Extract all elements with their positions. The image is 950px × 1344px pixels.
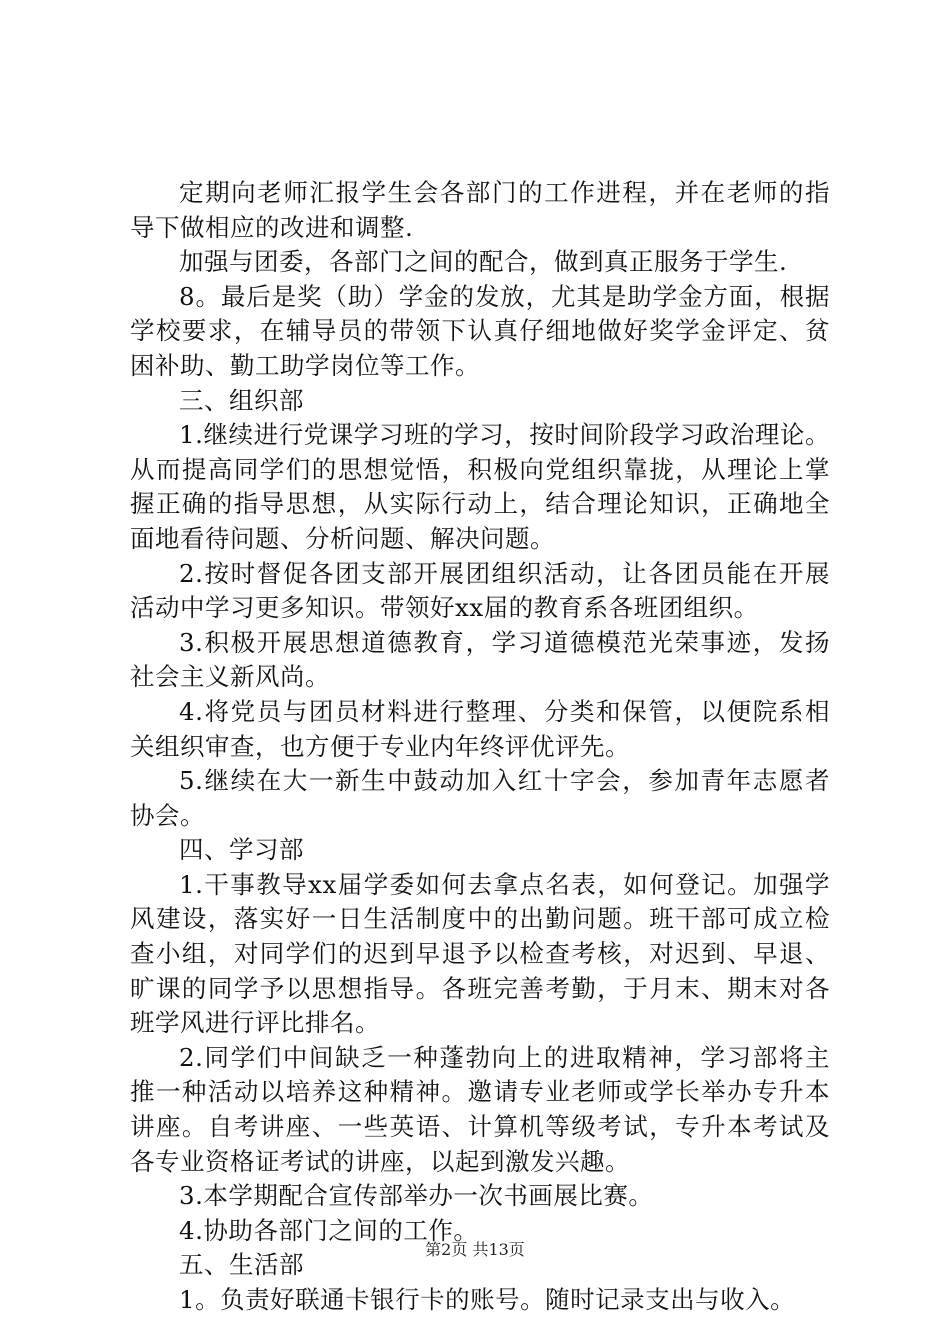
text-line: 4.将党员与团员材料进行整理、分类和保管，以便院系相 [179,696,830,726]
text-line: 风建设，落实好一日生活制度中的出勤问题。班干部可成立检 [130,904,830,934]
text-line: 查小组，对同学们的迟到早退予以检查考核，对迟到、早退、 [130,939,830,969]
text-line: 从而提高同学们的思想觉悟，积极向党组织靠拢，从理论上掌 [130,454,830,484]
text-line: 三、组织部 [179,385,304,415]
text-line: 班学风进行评比排名。 [130,1008,380,1038]
text-line: 2.同学们中间缺乏一种蓬勃向上的进取精神，学习部将主 [179,1042,830,1072]
text-line: 8。最后是奖（助）学金的发放，尤其是助学金方面，根据 [179,281,830,311]
text-line: 面地看待问题、分析问题、解决问题。 [130,523,555,553]
text-line: 1.继续进行党课学习班的学习，按时间阶段学习政治理论。 [179,420,830,450]
text-line: 协会。 [130,800,205,830]
text-line: 关组织审查，也方便于专业内年终评优评先。 [130,731,630,761]
text-line: 4.协助各部门之间的工作。 [179,1215,479,1245]
text-line: 1。负责好联通卡银行卡的账号。随时记录支出与收入。 [179,1285,796,1314]
text-line: 活动中学习更多知识。带领好xx届的教育系各班团组织。 [130,593,759,623]
text-line: 困补助、勤工助学岗位等工作。 [130,350,480,380]
text-line: 学校要求，在辅导员的带领下认真仔细地做好奖学金评定、贫 [130,316,830,346]
document-body [130,176,830,1318]
text-line: 3.本学期配合宣传部举办一次书画展比赛。 [179,1181,654,1211]
text-line: 2.按时督促各团支部开展团组织活动，让各团员能在开展 [179,558,830,588]
text-line: 加强与团委，各部门之间的配合，做到真正服务于学生. [179,247,788,277]
text-line: 3.积极开展思想道德教育，学习道德模范光荣事迹，发扬 [179,627,830,657]
text-line: 各专业资格证考试的讲座，以起到激发兴趣。 [130,1146,630,1176]
text-line: 导下做相应的改进和调整. [130,212,414,242]
text-line: 定期向老师汇报学生会各部门的工作进程，并在老师的指 [179,178,830,207]
text-line: 旷课的同学予以思想指导。各班完善考勤，于月末、期末对各 [130,973,830,1003]
page-number-footer: 第2页 共13页 [425,1240,525,1259]
text-line: 握正确的指导思想，从实际行动上，结合理论知识，正确地全 [130,489,830,519]
text-line: 四、学习部 [179,835,304,865]
text-line: 5.继续在大一新生中鼓动加入红十字会，参加青年志愿者 [179,766,830,796]
text-line: 推一种活动以培养这种精神。邀请专业老师或学长举办专升本 [130,1077,830,1107]
text-line: 五、生活部 [179,1250,304,1280]
text-line: 讲座。自考讲座、一些英语、计算机等级考试，专升本考试及 [130,1112,830,1142]
text-line: 社会主义新风尚。 [130,662,330,692]
text-line: 1.干事教导xx届学委如何去拿点名表，如何登记。加强学 [179,869,830,899]
